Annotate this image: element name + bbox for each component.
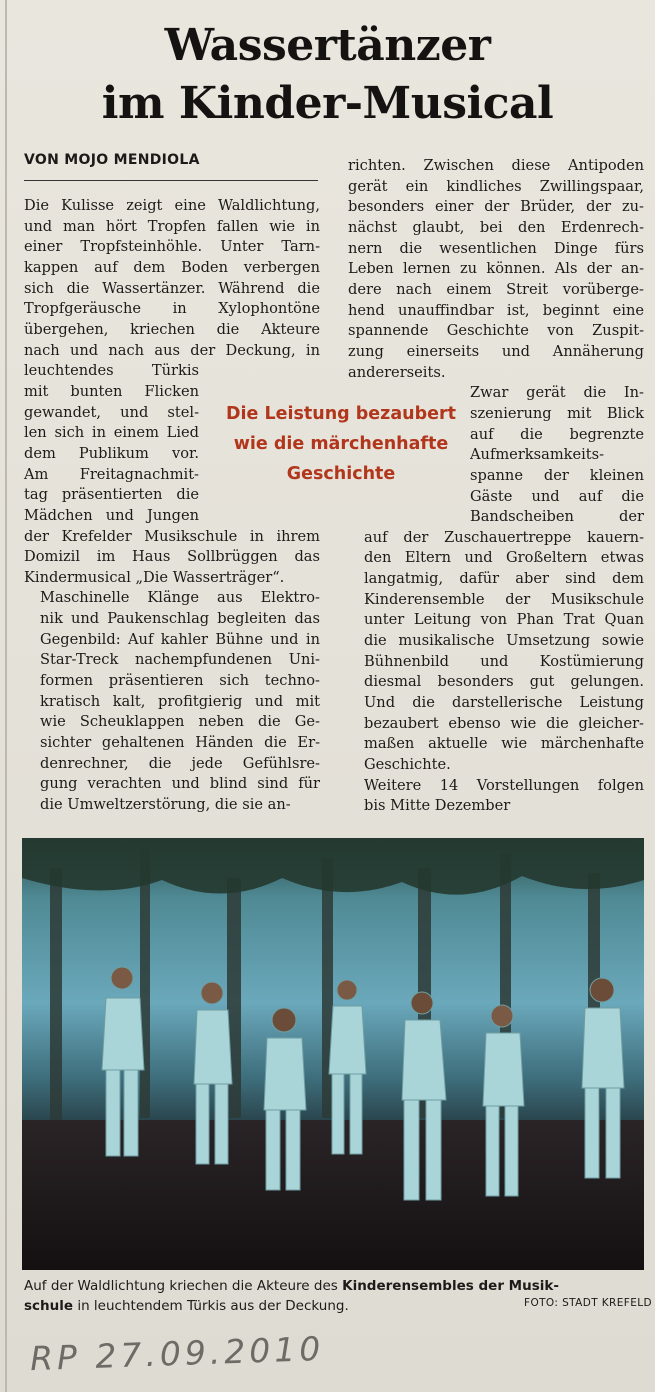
photo-credit: FOTO: STADT KREFELD	[524, 1297, 652, 1309]
text-line: denrechner, die jede Gefühlsre-	[40, 754, 320, 772]
text-line: Star-Treck nachempfundenen Uni-	[40, 651, 320, 669]
text-line: Bandscheiben der	[470, 508, 644, 526]
text-line: leuchtendes Türkis	[24, 362, 199, 380]
text-line: Maschinelle Klänge aus Elektro-	[40, 589, 320, 607]
stage-photo-illustration	[22, 838, 644, 1270]
text-line: kappen auf dem Boden verbergen	[24, 258, 320, 276]
text-line: Domizil im Haus Sollbrüggen das	[24, 548, 320, 566]
handwritten-date-note: RP 27.09.2010	[29, 1328, 325, 1379]
text-line: nern die wesentlichen Dinge fürs	[348, 239, 644, 257]
paragraph	[348, 156, 644, 383]
text-line: diesmal besonders gut gelungen.	[364, 673, 644, 691]
pull-quote-line: Geschichte	[286, 464, 396, 484]
text-line: Kindermusical „Die Wasserträger“.	[24, 568, 285, 586]
text-line: auf die begrenzte	[470, 425, 644, 443]
text-line: Gäste und auf die	[470, 487, 644, 505]
caption-text: in leuchtendem Türkis aus der Deckung.	[73, 1298, 349, 1314]
byline-rule	[24, 180, 318, 181]
headline-line1: Wassertänzer	[164, 20, 491, 71]
text-line: bis Mitte Dezember	[364, 797, 511, 815]
text-line: langatmig, dafür aber sind dem	[364, 570, 644, 588]
text-line: und man hört Tropfen fallen wie in	[24, 217, 320, 235]
text-line: einer Tropfsteinhöhle. Unter Tarn-	[24, 238, 320, 256]
text-line: Aufmerksamkeits-	[470, 446, 605, 464]
text-line: zung einerseits und Annäherung	[348, 342, 644, 360]
paragraph	[24, 588, 320, 815]
text-line: auf der Zuschauertreppe kauern-	[364, 528, 644, 546]
text-line: Leben lernen zu können. Als der an-	[348, 260, 644, 278]
headline-line2: im Kinder-Musical	[101, 78, 554, 129]
text-line: Gegenbild: Auf kahler Bühne und in	[40, 630, 320, 648]
text-line: kratisch kalt, profitgierig und mit	[40, 692, 320, 710]
text-line: gerät ein kindliches Zwillingspaar,	[348, 177, 644, 195]
text-line: sichter gehaltenen Händen die Er-	[40, 734, 320, 752]
text-line: den Eltern und Großeltern etwas	[364, 549, 644, 567]
paragraph	[348, 776, 644, 817]
text-line: Zwar gerät die In-	[470, 384, 644, 402]
stage-photo	[22, 838, 644, 1270]
text-line: Die Kulisse zeigt eine Waldlichtung,	[24, 197, 320, 214]
pull-quote-line: Die Leistung bezaubert	[225, 404, 457, 424]
text-line: richten. Zwischen diese Antipoden	[348, 157, 644, 174]
text-line: nik und Paukenschlag begleiten das	[40, 610, 320, 628]
text-line: maßen aktuelle wie märchenhafte	[364, 735, 644, 753]
text-line: spannende Geschichte von Zuspit-	[348, 322, 644, 340]
text-line: Bühnenbild und Kostümierung	[364, 652, 644, 670]
text-line: sich die Wassertänzer. Während die	[24, 279, 320, 297]
caption-text: Auf der Waldlichtung kriechen die Akteure des	[24, 1278, 343, 1294]
byline: VON MOJO MENDIOLA	[24, 152, 200, 168]
text-line: mit bunten Flicken	[24, 382, 199, 400]
text-line: bezaubert ebenso wie die gleicher-	[364, 714, 644, 732]
text-line: Kinderensemble der Musikschule	[364, 590, 644, 608]
pull-quote	[222, 399, 460, 489]
text-line: nächst glaubt, bei den Erdenrech-	[348, 218, 644, 236]
text-line: dere nach einem Streit vorüberge-	[348, 280, 644, 298]
text-line: len sich in einem Lied	[24, 424, 199, 442]
text-line: wie Scheuklappen neben die Ge-	[40, 713, 320, 731]
text-line: hend unauffindbar ist, beginnt eine	[348, 301, 644, 319]
paragraph	[24, 196, 320, 588]
article-column-1	[24, 196, 320, 816]
photo-caption	[24, 1276, 646, 1316]
text-line: gung verachten und blind sind für	[40, 775, 320, 793]
text-line: formen präsentieren sich techno-	[40, 672, 320, 690]
text-line: Mädchen und Jungen	[24, 506, 199, 524]
text-line: Tropfgeräusche in Xylophontöne	[24, 300, 320, 318]
caption-bold: schule	[24, 1298, 74, 1314]
text-line: Und die darstellerische Leistung	[364, 694, 644, 712]
pull-quote-line: wie die märchenhafte	[233, 434, 449, 454]
text-line: szenierung mit Blick	[470, 404, 644, 422]
text-line: spanne der kleinen	[470, 466, 644, 484]
text-line: tag präsentierten die	[24, 486, 199, 504]
text-line: die musikalische Umsetzung sowie	[364, 632, 644, 650]
text-line: gewandet, und stel-	[24, 403, 199, 421]
text-line: Weitere 14 Vorstellungen folgen	[364, 776, 644, 794]
text-line: die Umweltzerstörung, die sie an-	[40, 796, 291, 814]
text-line: nach und nach aus der Deckung, in	[24, 341, 320, 359]
text-line: Geschichte.	[364, 756, 451, 774]
text-line: Am Freitagnachmit-	[24, 465, 199, 483]
text-line: unter Leitung von Phan Trat Quan	[364, 611, 644, 629]
text-line: der Krefelder Musikschule in ihrem	[24, 527, 320, 545]
fold-line	[5, 0, 7, 1392]
caption-bold: Kinderensembles der Musik-	[342, 1278, 559, 1294]
text-line: besonders einer der Brüder, der zu-	[348, 198, 644, 216]
text-line: andererseits.	[348, 363, 446, 381]
text-line: dem Publikum vor.	[24, 444, 199, 462]
text-line: übergehen, kriechen die Akteure	[24, 320, 320, 338]
